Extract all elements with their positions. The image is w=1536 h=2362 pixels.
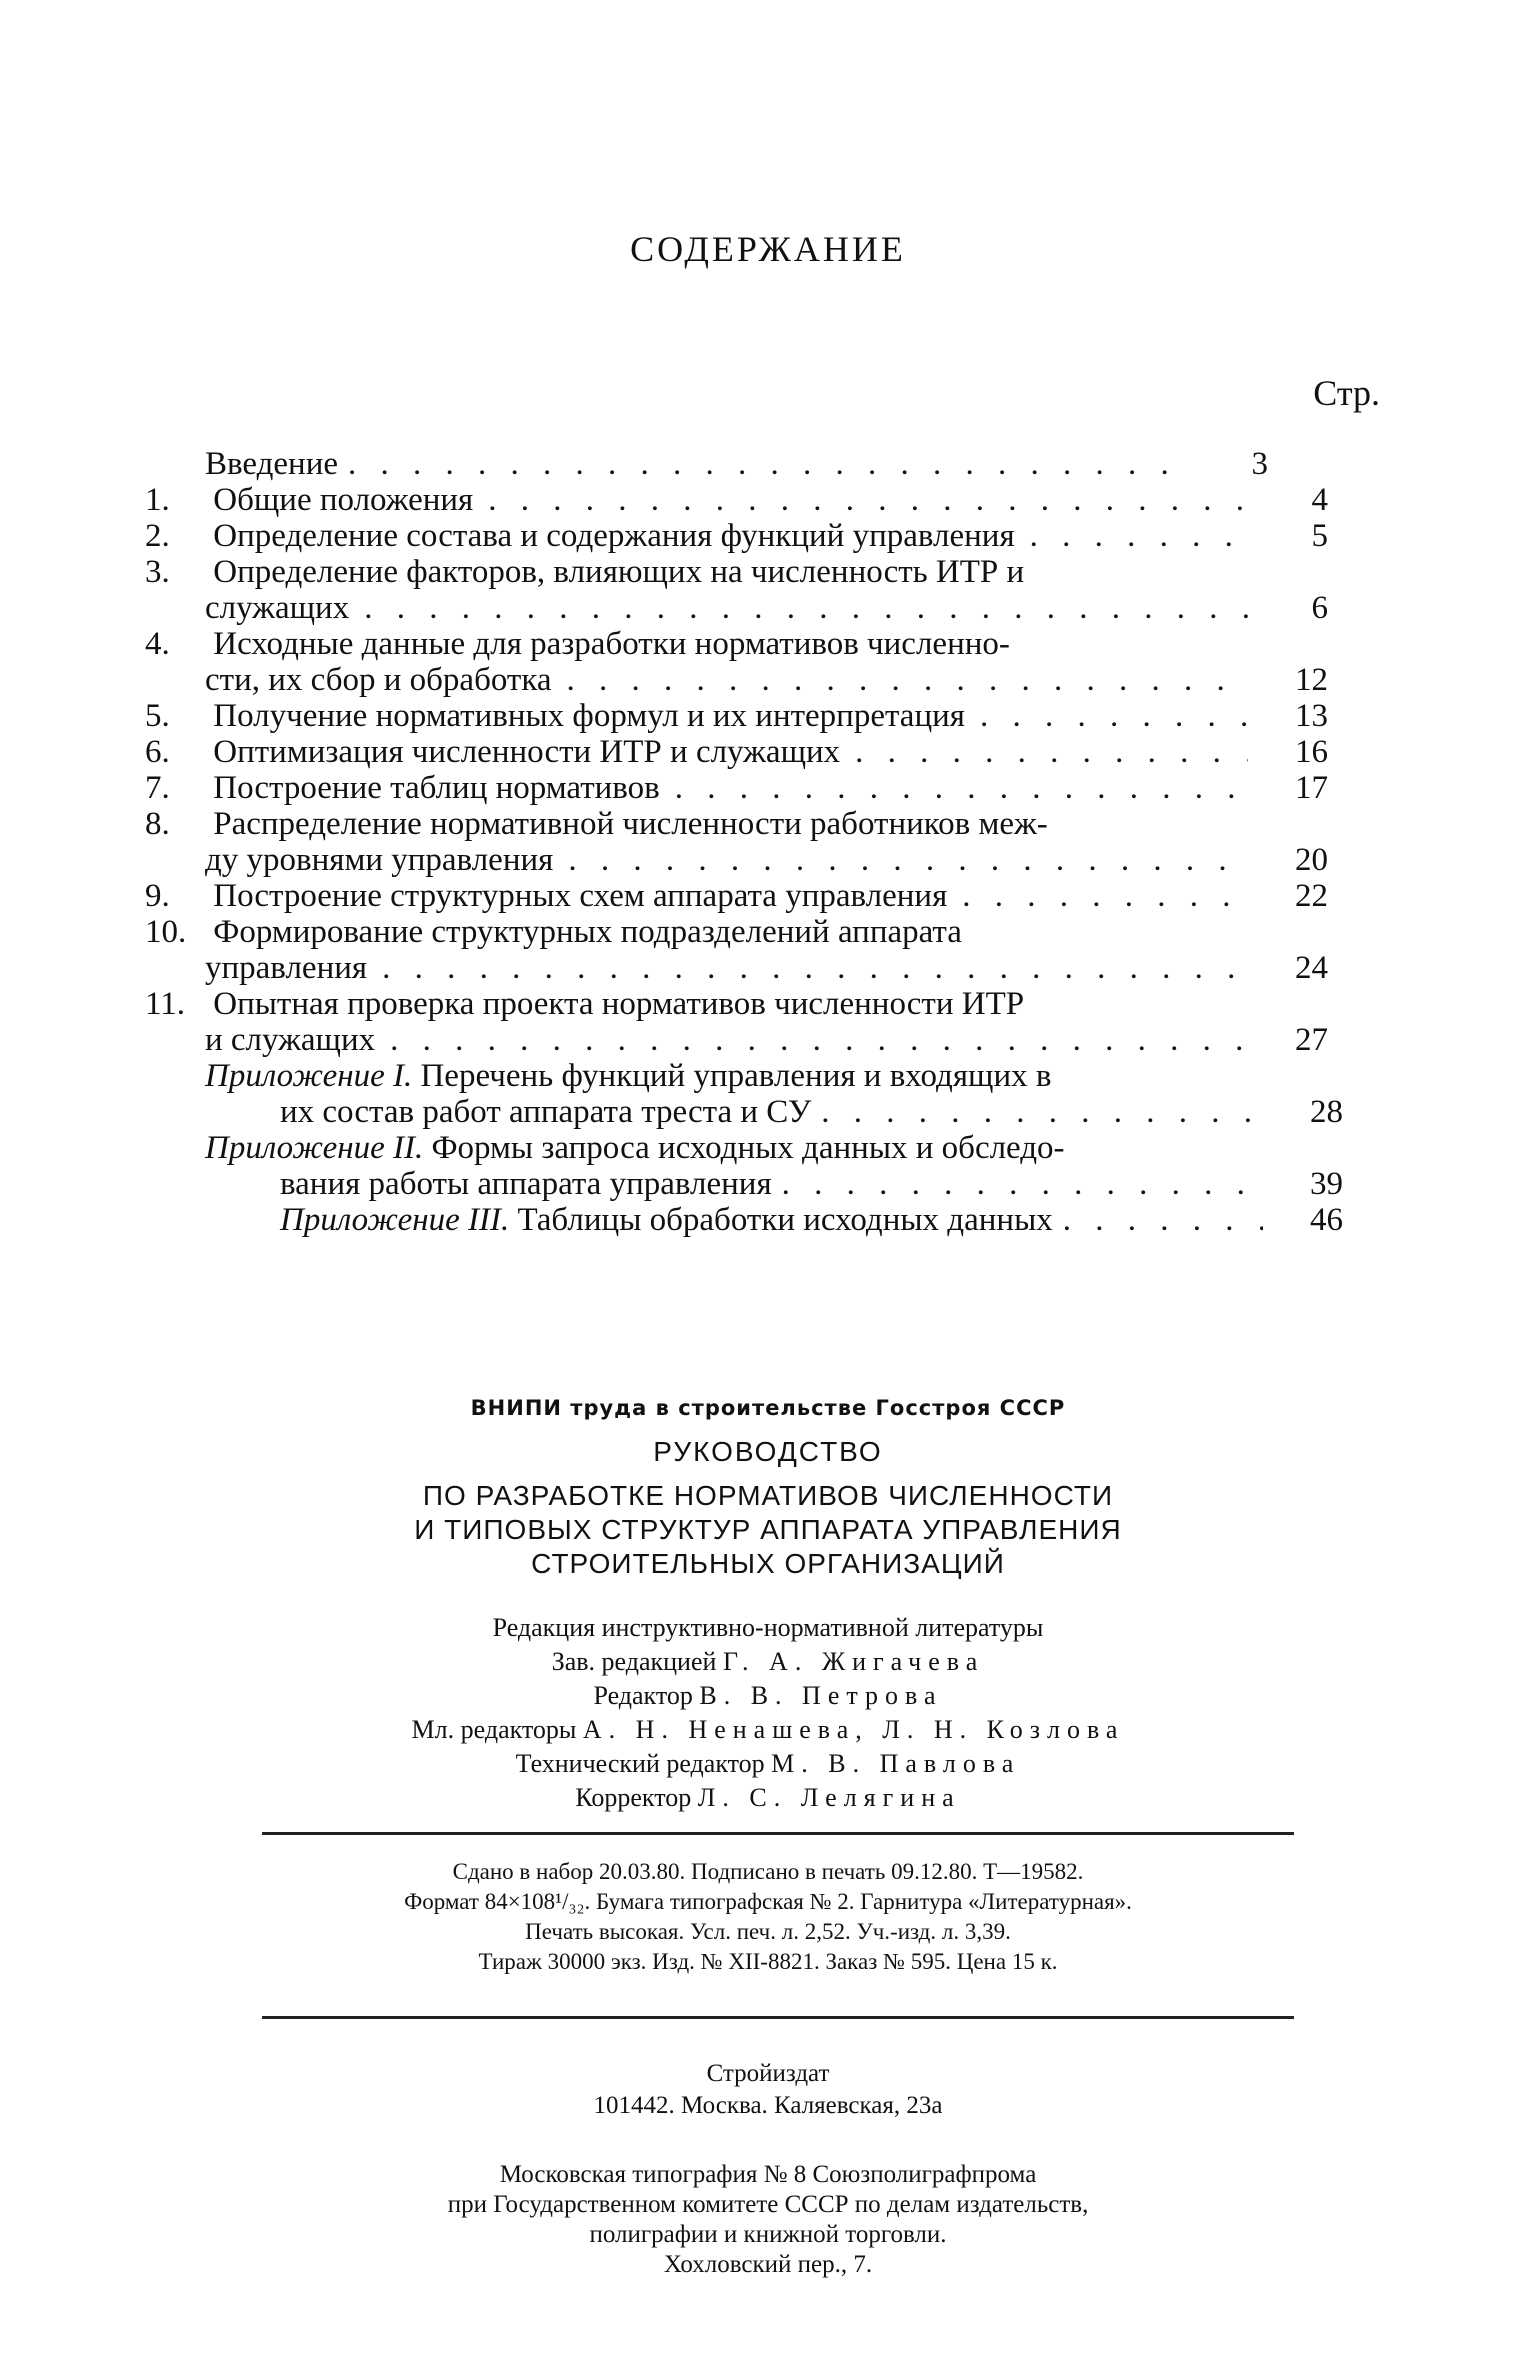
entry-text: вания работы аппарата управления: [280, 1166, 772, 1202]
edition-line: Редакция инструктивно-нормативной литературы: [492, 1613, 1044, 1642]
dot-leader: [338, 446, 1188, 482]
page-number: 24: [1295, 950, 1328, 986]
toc-heading: СОДЕРЖАНИЕ: [630, 229, 906, 269]
dot-leader: [965, 698, 1248, 734]
page-number: 39: [1310, 1166, 1343, 1202]
staff-name: Л. С. Лелягина: [697, 1783, 961, 1812]
page-number: 13: [1295, 698, 1328, 734]
page-number: 5: [1311, 518, 1328, 554]
page-number: 16: [1295, 734, 1328, 770]
dot-leader: [367, 950, 1248, 986]
page-number: 46: [1310, 1202, 1343, 1238]
toc-entry: [205, 1202, 1348, 1238]
staff-line: [0, 1747, 1536, 1781]
toc-entry: 3. Определение факторов, влияющих на численность ИТР и служащих . . . 6: [205, 554, 1348, 626]
entry-text: Введение: [205, 446, 339, 482]
entry-text: Построение структурных схем аппарата управления: [213, 878, 948, 914]
entry-text: Общие положения: [213, 482, 474, 518]
staff-role: Зав. редакцией: [551, 1647, 717, 1676]
dot-leader: [349, 590, 1248, 626]
staff-name: В. В. Петрова: [699, 1681, 943, 1710]
staff-role: Корректор: [575, 1783, 692, 1812]
document-title: [0, 1479, 1536, 1581]
staff-line: [0, 1645, 1536, 1679]
page-number: 22: [1295, 878, 1328, 914]
toc-entry: 8. Распределение нормативной численности работников меж- ду уровнями управления . . . 20: [205, 806, 1348, 878]
entry-text: Опытная проверка проекта нормативов численности ИТР: [213, 986, 1025, 1022]
print-line: Тираж 30000 экз. Изд. № XII-8821. Заказ № 595. Цена 15 к.: [478, 1949, 1058, 1974]
toc-entry: 1. Общие положения . . . 4: [205, 482, 1348, 518]
appendix-label: Приложение III.: [280, 1202, 510, 1238]
publisher-line: Стройиздат: [706, 2060, 830, 2087]
entry-text: Оптимизация численности ИТР и служащих: [213, 734, 841, 770]
printing-house: [0, 2160, 1536, 2280]
entry-text: Распределение нормативной численности работников меж-: [213, 806, 1048, 842]
entry-text: Формирование структурных подразделений аппарата: [213, 914, 962, 950]
staff-line: [0, 1713, 1536, 1747]
title-line: И ТИПОВЫХ СТРУКТУР АППАРАТА УПРАВЛЕНИЯ: [414, 1514, 1122, 1545]
publisher-line: 101442. Москва. Каляевская, 23а: [593, 2092, 943, 2119]
toc-entry: 4. Исходные данные для разработки нормативов численно- сти, их сбор и обработка . . . 12: [205, 626, 1348, 698]
entry-text: Исходные данные для разработки нормативов численно-: [213, 626, 1010, 662]
printer-line: Московская типография № 8 Союзполиграфпрома: [499, 2161, 1037, 2188]
staff-role: Технический редактор: [515, 1749, 765, 1778]
title-line: СТРОИТЕЛЬНЫХ ОРГАНИЗАЦИЙ: [531, 1548, 1005, 1579]
dot-leader: [1015, 518, 1248, 554]
entry-text: управления: [205, 950, 368, 986]
page-column-label: Стр.: [1313, 373, 1380, 413]
editorial-staff: [0, 1611, 1536, 1815]
dot-leader: [553, 842, 1248, 878]
entry-text: Определение факторов, влияющих на численность ИТР и: [213, 554, 1025, 590]
dot-leader: [660, 770, 1248, 806]
staff-name: А. Н. Ненашева, Л. Н. Козлова: [582, 1715, 1125, 1744]
document-type: РУКОВОДСТВО: [653, 1436, 883, 1467]
title-line: ПО РАЗРАБОТКЕ НОРМАТИВОВ ЧИСЛЕННОСТИ: [422, 1480, 1114, 1511]
dot-leader: [1053, 1202, 1263, 1238]
page-number: 4: [1311, 482, 1328, 518]
dot-leader: [840, 734, 1248, 770]
staff-role: Редактор: [593, 1681, 693, 1710]
toc-entry: [205, 1058, 1348, 1130]
printer-line: при Государственном комитете СССР по делам издательств,: [447, 2191, 1089, 2218]
staff-line: [0, 1679, 1536, 1713]
page-number: 17: [1295, 770, 1328, 806]
dot-leader: [811, 1094, 1263, 1130]
dot-leader: [947, 878, 1248, 914]
toc-entry: 5. Получение нормативных формул и их интерпретация . . . 13: [205, 698, 1348, 734]
entry-text: Таблицы обработки исходных данных: [517, 1202, 1053, 1238]
print-line: Сдано в набор 20.03.80. Подписано в печать 09.12.80. Т—19582.: [452, 1859, 1084, 1884]
staff-role: Мл. редакторы: [411, 1715, 577, 1744]
page-number: 20: [1295, 842, 1328, 878]
printer-line: полиграфии и книжной торговли.: [589, 2221, 947, 2248]
page-number: 12: [1295, 662, 1328, 698]
divider: [262, 1832, 1294, 1835]
entry-text: ду уровнями управления: [205, 842, 554, 878]
page-number: 28: [1310, 1094, 1343, 1130]
entry-text: служащих: [205, 590, 350, 626]
organization: ВНИПИ труда в строительстве Госстроя СССР: [470, 1396, 1066, 1420]
toc-entry: 11. Опытная проверка проекта нормативов численности ИТР и служащих . . . 27: [205, 986, 1348, 1058]
entry-text: Перечень функций управления и входящих в: [420, 1058, 1052, 1094]
entry-text: их состав работ аппарата треста и СУ: [280, 1094, 812, 1130]
print-line: Формат 84×108¹/₃₂. Бумага типографская № 2. Гарнитура «Литературная».: [404, 1889, 1132, 1914]
toc-entry: 9. Построение структурных схем аппарата управления . . . 22: [205, 878, 1348, 914]
appendix-label: Приложение I.: [205, 1058, 413, 1094]
entry-text: Получение нормативных формул и их интерпретация: [213, 698, 965, 734]
dot-leader: [375, 1022, 1248, 1058]
entry-text: Определение состава и содержания функций управления: [213, 518, 1015, 554]
print-details: [0, 1857, 1536, 1977]
toc-entry: 6. Оптимизация численности ИТР и служащих . . . 16: [205, 734, 1348, 770]
entry-text: Формы запроса исходных данных и обследо-: [431, 1130, 1065, 1166]
appendix-label: Приложение II.: [205, 1130, 424, 1166]
toc-entry: 10. Формирование структурных подразделений аппарата управления . . . 24: [205, 914, 1348, 986]
page-number: 3: [1251, 446, 1268, 482]
dot-leader: [473, 482, 1248, 518]
printer-line: Хохловский пер., 7.: [663, 2251, 873, 2278]
page-number: 6: [1311, 590, 1328, 626]
dot-leader: [772, 1166, 1263, 1202]
toc-entry: 7. Построение таблиц нормативов . . . 17: [205, 770, 1348, 806]
publisher: [0, 2058, 1536, 2122]
entry-text: и служащих: [205, 1022, 376, 1058]
entry-text: Построение таблиц нормативов: [213, 770, 660, 806]
staff-line: [0, 1781, 1536, 1815]
dot-leader: [552, 662, 1248, 698]
toc-entry: 2. Определение состава и содержания функций управления . . . 5: [205, 518, 1348, 554]
divider: [262, 2016, 1294, 2019]
toc-entry: [205, 446, 1348, 482]
staff-name: Г. А. Жигачева: [722, 1647, 985, 1676]
staff-name: М. В. Павлова: [771, 1749, 1021, 1778]
print-line: Печать высокая. Усл. печ. л. 2,52. Уч.-изд. л. 3,39.: [525, 1919, 1011, 1944]
table-of-contents: [145, 446, 1348, 1238]
toc-entry: [205, 1130, 1348, 1202]
page-number: 27: [1295, 1022, 1328, 1058]
entry-text: сти, их сбор и обработка: [205, 662, 552, 698]
